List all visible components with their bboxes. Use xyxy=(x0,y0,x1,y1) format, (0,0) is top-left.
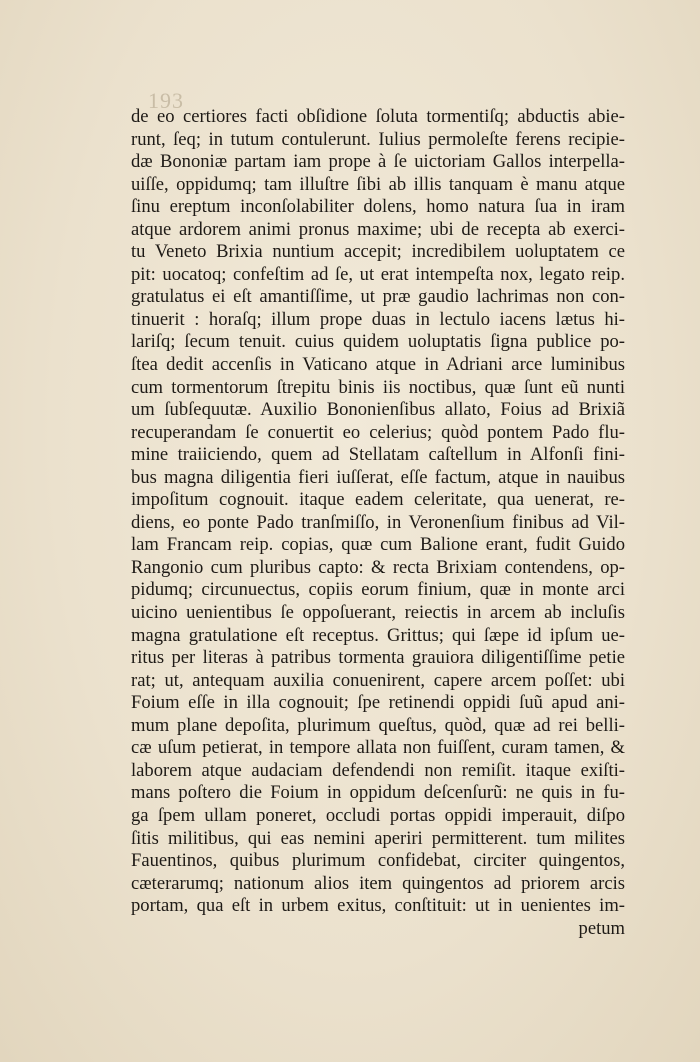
text-line: pidumq; circunuectus, copiis eorum finium, quæ in monte arci xyxy=(131,579,625,601)
text-line: ga ſpem ullam poneret, occludi portas oppidi imperauit, diſpo xyxy=(131,804,625,826)
text-line: ſinu ereptum inconſolabiliter dolens, homo natura ſua in iram xyxy=(131,196,625,218)
text-line: ritus per literas à patribus tormenta grauiora diligentiſſime petie xyxy=(131,647,625,669)
text-line: tinuerit : horaſq; illum prope duas in lectulo iacens lætus hi- xyxy=(131,308,625,330)
text-line: mans poſtero die Foium in oppidum deſcenſurũ: ne quis in fu- xyxy=(131,782,625,804)
text-line: de eo certiores facti obſidione ſoluta tormentiſq; abductis abie- xyxy=(131,106,625,127)
page-number: 193 xyxy=(148,88,184,113)
text-line: um ſubſequutæ. Auxilio Bononienſibus allato, Foius ad Brixiã xyxy=(131,399,625,421)
text-line: diens, eo ponte Pado tranſmiſſo, in Veronenſium finibus ad Vil- xyxy=(131,511,625,533)
text-line: laborem atque audaciam defendendi non remiſit. itaque exiſti- xyxy=(131,759,625,781)
text-line: gratulatus ei eſt amantiſſime, ut præ gaudio lachrimas non con- xyxy=(131,286,625,308)
text-line: uicino uenientibus ſe oppoſuerant, reiectis in arcem ab incluſis xyxy=(131,602,625,624)
text-line: tu Veneto Brixia nuntium accepit; incredibilem uoluptatem ce xyxy=(131,241,625,263)
text-line: recuperandam ſe conuertit eo celerius; quòd pontem Pado flu- xyxy=(131,421,625,443)
text-line: uiſſe, oppidumq; tam illuſtre ſibi ab illis tanquam è manu atque xyxy=(131,173,625,195)
text-line: cæterarumq; nationum alios item quingentos ad priorem arcis xyxy=(131,872,625,894)
text-line: Fauentinos, quibus plurimum confidebat, circiter quingentos, xyxy=(131,850,625,872)
text-line: cum tormentorum ſtrepitu binis iis noctibus, quæ ſunt eũ nunti xyxy=(131,376,625,398)
text-line: dæ Bononiæ partam iam prope à ſe uictoriam Gallos interpella- xyxy=(131,151,625,173)
text-line: bus magna diligentia fieri iuſſerat, eſſe factum, atque in nauibus xyxy=(131,466,625,488)
text-line: ſtea dedit accenſis in Vaticano atque in Adriani arce luminibus xyxy=(131,354,625,376)
text-line: cæ uſum petierat, in tempore allata non fuiſſent, curam tamen, & xyxy=(131,737,625,759)
text-line: atque ardorem animi pronus maxime; ubi de recepta ab exerci- xyxy=(131,218,625,240)
text-line: portam, qua eſt in urbem exitus, conſtituit: ut in uenientes im- xyxy=(131,895,625,917)
text-line: Foium eſſe in illa cognouit; ſpe retinendi oppidi ſuũ apud ani- xyxy=(131,692,625,714)
text-line: ſitis militibus, qui eas nemini aperiri permitterent. tum milites xyxy=(131,827,625,849)
text-line: Rangonio cum pluribus capto: & recta Brixiam contendens, op- xyxy=(131,556,625,578)
text-line: lariſq; ſecum tenuit. cuius quidem uoluptatis ſigna publice po- xyxy=(131,331,625,353)
text-line: impoſitum cognouit. itaque eadem celeritate, qua uenerat, re- xyxy=(131,489,625,511)
text-line: pit: uocatoq; confeſtim ad ſe, ut erat intempeſta nox, legato reip. xyxy=(131,263,625,285)
text-line: lam Francam reip. copias, quæ cum Balione erant, fudit Guido xyxy=(131,534,625,556)
text-line: mine traiiciendo, quem ad Stellatam caſtellum in Alfonſi fini- xyxy=(131,444,625,466)
text-line: magna gratulatione eſt receptus. Grittus; qui ſæpe id ipſum ue- xyxy=(131,624,625,646)
body-text xyxy=(131,106,625,940)
text-line: mum plane depoſita, plurimum queſtus, quòd, quæ ad rei belli- xyxy=(131,714,625,736)
catchword: petum xyxy=(578,917,625,939)
text-line: rat; ut, antequam auxilia conuenirent, capere arcem poſſet: ubi xyxy=(131,669,625,691)
text-line: runt, ſeq; in tutum contulerunt. Iulius permoleſte ferens recipie- xyxy=(131,128,625,150)
